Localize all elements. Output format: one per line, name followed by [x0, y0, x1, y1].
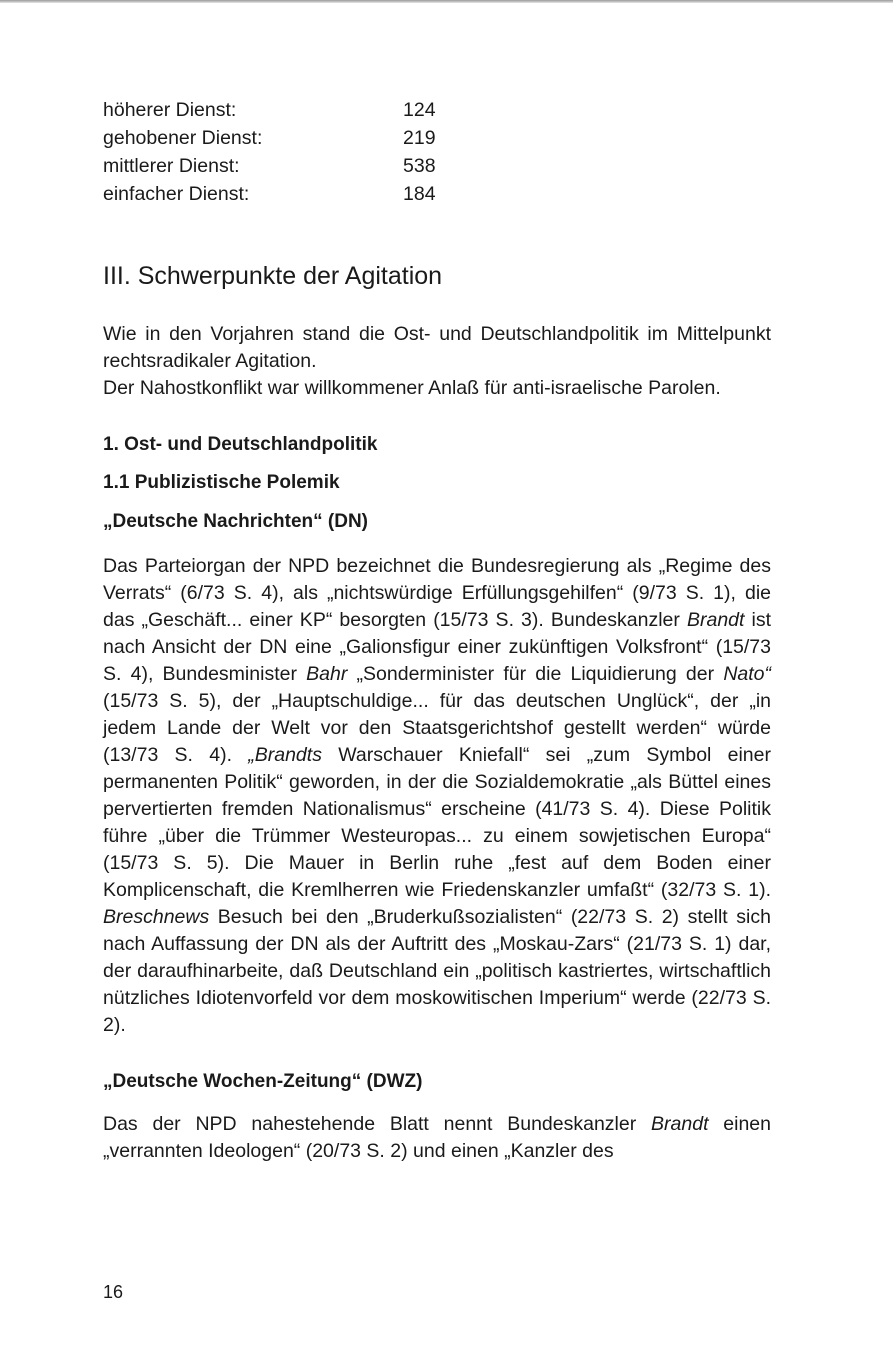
text-run-italic: Brandt [651, 1113, 709, 1135]
table-row [103, 180, 436, 208]
text-run: (15/73 S. 5), der „Hauptschuldige... für das deutschen Unglück“, der „in jedem Lande der Welt vor den Staatsgerichtshof gestellt werden“ würde (13/73 S. 4). [103, 690, 771, 766]
dwz-paragraph [103, 1111, 771, 1165]
stat-value: 124 [403, 99, 436, 121]
text-run: „Sonderminister für die Liquidierung der [347, 663, 724, 685]
intro-paragraph-1: Wie in den Vorjahren stand die Ost- und Deutschlandpolitik im Mittelpunkt rechtsradikaler Agitation. [103, 323, 771, 372]
staff-statistics-table [103, 96, 436, 208]
page-content [103, 96, 771, 1165]
text-run: ist nach Ansicht der DN eine „Galionsfigur einer zukünftigen Volksfront“ (15/73 S. 4), Bundesminister [103, 609, 771, 685]
text-run-italic: Brandt [686, 609, 745, 631]
table-row [103, 152, 436, 180]
heading-ost-deutschlandpolitik: 1. Ost- und Deutschlandpolitik [103, 434, 378, 455]
section-title: III. Schwerpunkte der Agitation [103, 262, 443, 290]
heading-deutsche-nachrichten: „Deutsche Nachrichten“ (DN) [103, 511, 368, 532]
stat-label: mittlerer Dienst: [103, 155, 240, 177]
stat-label: höherer Dienst: [103, 99, 237, 121]
text-run: Das Parteiorgan der NPD bezeichnet die Bundesregierung als „Regime des Verrats“ (6/73 S. 4), als „nichtswürdige Erfüllungsgehilfen“ (9/73 S. 1), die das „Geschäft... einer KP“ besorgten (15/73 S. 3). Bundeskanzler [103, 555, 771, 631]
stat-value: 184 [403, 183, 436, 205]
heading-publizistische-polemik: 1.1 Publizistische Polemik [103, 472, 340, 493]
scan-top-edge [0, 0, 893, 3]
text-run: einen „verrannten Ideologen“ (20/73 S. 2) und einen „Kanzler des [103, 1113, 771, 1162]
text-run: Das der NPD nahestehende Blatt nennt Bundeskanzler [103, 1113, 652, 1135]
stat-value: 219 [403, 127, 436, 149]
text-run-italic: Breschnews [103, 906, 210, 928]
text-run-italic: Bahr [306, 663, 348, 685]
heading-deutsche-wochen-zeitung: „Deutsche Wochen-Zeitung“ (DWZ) [103, 1071, 423, 1092]
text-run: Warschauer Kniefall“ sei „zum Symbol einer permanenten Politik“ geworden, in der die Sozialdemokratie „als Büttel eines pervertierten fremden Nationalismus“ erscheine (41/73 S. 4). Diese Politik führe „über die Trümmer Westeuropas... zu einem sowjetischen Europa“ (15/73 S. 5). Die Mauer in Berlin ruhe „fest auf dem Boden einer Komplicenschaft, die Kremlherren wie Friedenskanzler umfaßt“ (32/73 S. 1). [103, 744, 771, 901]
dn-paragraph [103, 553, 771, 1039]
page-number: 16 [103, 1282, 124, 1302]
table-row [103, 96, 436, 124]
text-run-italic: Nato“ [723, 663, 771, 685]
text-run-italic: „Brandts [248, 744, 322, 766]
text-run: Besuch bei den „Bruderkußsozialisten“ (22/73 S. 2) stellt sich nach Auffassung der DN als der Auftritt des „Moskau-Zars“ (21/73 S. 1) dar, der daraufhinarbeite, daß Deutschland ein „politisch kastriertes, wirtschaftlich nützliches Idiotenvorfeld vor dem moskowitischen Imperium“ werde (22/73 S. 2). [103, 906, 771, 1036]
stat-label: gehobener Dienst: [103, 127, 263, 149]
stat-label: einfacher Dienst: [103, 183, 250, 205]
intro-paragraph-2: Der Nahostkonflikt war willkommener Anlaß für anti-israelische Parolen. [103, 377, 721, 399]
table-row [103, 124, 436, 152]
stat-value: 538 [403, 155, 436, 177]
